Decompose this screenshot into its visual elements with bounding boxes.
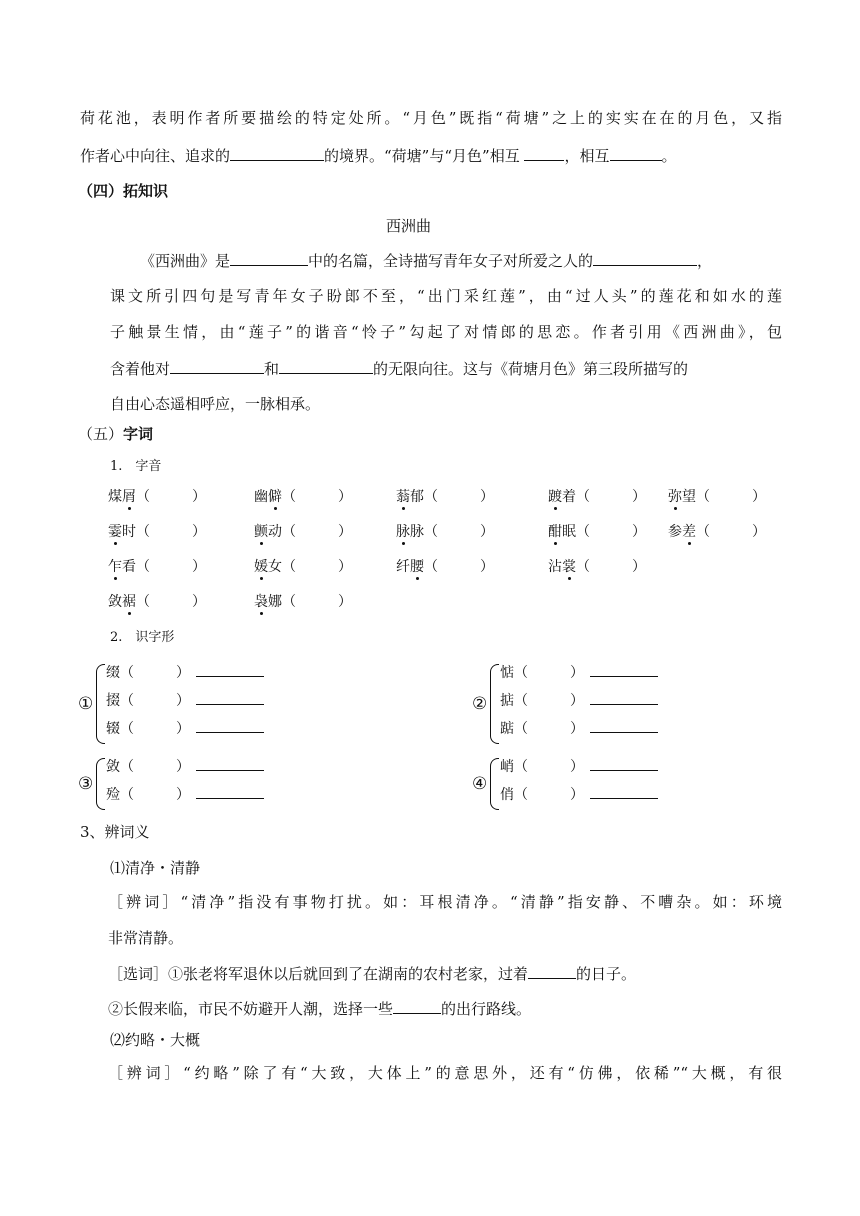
char-form-row: 惦（ ） (500, 662, 658, 683)
pinyin-item: 袅娜（ ） (254, 594, 352, 610)
emphasized-char: 僻 (268, 489, 282, 505)
pinyin-answer-blank[interactable]: （ ） (282, 559, 352, 575)
blank[interactable] (279, 358, 373, 374)
blank[interactable] (170, 358, 264, 374)
char-form-row: 敛（ ） (106, 756, 264, 777)
emphasized-char: 裳 (562, 559, 576, 575)
pinyin-item: 蓊郁（ ） (396, 489, 494, 505)
pinyin-answer-blank[interactable]: （ ） (282, 524, 352, 540)
word-answer-blank[interactable] (590, 784, 658, 799)
blank[interactable] (230, 250, 308, 266)
emphasized-char: 差 (682, 524, 696, 540)
pinyin-item: 乍看（ ） (108, 559, 206, 575)
group-number: ② (472, 694, 488, 714)
pinyin-item: 酣眠（ ） (548, 524, 646, 540)
word-answer-blank[interactable] (590, 718, 658, 733)
pinyin-item: 幽僻（ ） (254, 489, 352, 505)
pinyin-answer-blank[interactable]: （ ） (424, 489, 494, 505)
emphasized-char: 腰 (410, 559, 424, 575)
char-form-row: 殓（ ） (106, 784, 264, 805)
poem-title: 西洲曲 (386, 217, 432, 235)
blank[interactable] (230, 145, 324, 161)
pinyin-item: 弥望（ ） (668, 489, 766, 505)
blank[interactable] (524, 145, 564, 161)
pinyin-answer-blank[interactable]: （ ） (120, 759, 190, 775)
word-answer-blank[interactable] (196, 690, 264, 705)
group-number: ④ (472, 774, 488, 794)
word-answer-blank[interactable] (196, 718, 264, 733)
pinyin-item: 脉脉（ ） (396, 524, 494, 540)
emphasized-char: 乍 (108, 559, 122, 575)
pinyin-answer-blank[interactable]: （ ） (136, 489, 206, 505)
emphasized-char: 蓊 (396, 489, 410, 505)
pinyin-answer-blank[interactable]: （ ） (136, 524, 206, 540)
pinyin-answer-blank[interactable]: （ ） (120, 721, 190, 737)
pinyin-answer-blank[interactable]: （ ） (696, 524, 766, 540)
word-answer-blank[interactable] (590, 756, 658, 771)
emphasized-char: 媛 (254, 559, 268, 575)
choose-1: ［选词］①张老将军退休以后就回到了在湖南的农村老家，过着 的日子。 (108, 965, 637, 983)
section-3-heading: 3、辨词义 (80, 823, 150, 841)
choose-2: ②长假来临，市民不妨避开人潮，选择一些 的出行路线。 (108, 1000, 532, 1018)
pinyin-answer-blank[interactable]: （ ） (424, 524, 494, 540)
pinyin-item: 煤屑（ ） (108, 489, 206, 505)
pinyin-answer-blank[interactable]: （ ） (136, 559, 206, 575)
pinyin-item: 媛女（ ） (254, 559, 352, 575)
explain-1: ［辨词］“清净”指没有事物打扰。如：耳根清净。“清静”指安静、不嘈杂。如：环境 (108, 893, 782, 911)
word-pair-2: ⑵约略・大概 (110, 1031, 201, 1049)
group-brace (490, 664, 499, 744)
emphasized-char: 霎 (108, 524, 122, 540)
emphasized-char: 踱 (548, 489, 562, 505)
group-brace (96, 758, 105, 810)
pinyin-answer-blank[interactable]: （ ） (514, 787, 584, 803)
intro-line-1: 荷花池，表明作者所要描绘的特定处所。“月色”既指“荷塘”之上的实实在在的月色，又指 (80, 109, 782, 127)
char-form-row: 峭（ ） (500, 756, 658, 777)
pinyin-answer-blank[interactable]: （ ） (514, 693, 584, 709)
pinyin-answer-blank[interactable]: （ ） (576, 524, 646, 540)
emphasized-char: 脉 (396, 524, 410, 540)
emphasized-char: 颤 (254, 524, 268, 540)
pinyin-answer-blank[interactable]: （ ） (282, 594, 352, 610)
pinyin-answer-blank[interactable]: （ ） (514, 665, 584, 681)
blank[interactable] (528, 963, 576, 979)
char-form-row: 踮（ ） (500, 718, 658, 739)
section-4-line-2: 课文所引四句是写青年女子盼郎不至，“出门采红莲”，由“过人头”的莲花和如水的莲 (110, 287, 782, 305)
section-4-line-3: 子触景生情，由“莲子”的谐音“怜子”勾起了对情郎的思恋。作者引用《西洲曲》，包 (110, 323, 782, 341)
group-brace (490, 758, 499, 810)
char-form-row: 辍（ ） (106, 718, 264, 739)
char-form-row: 掇（ ） (106, 690, 264, 711)
word-answer-blank[interactable] (196, 784, 264, 799)
blank[interactable] (393, 998, 441, 1014)
section-4-line-1: 《西洲曲》是 中的名篇，全诗描写青年女子对所爱之人的 ， (140, 252, 713, 270)
char-form-row: 俏（ ） (500, 784, 658, 805)
word-pair-1: ⑴清净・清静 (110, 859, 201, 877)
pinyin-answer-blank[interactable]: （ ） (424, 559, 494, 575)
pinyin-answer-blank[interactable]: （ ） (120, 787, 190, 803)
explain-1-cont: 非常清静。 (108, 929, 184, 947)
pinyin-item: 踱着（ ） (548, 489, 646, 505)
pinyin-answer-blank[interactable]: （ ） (120, 665, 190, 681)
word-answer-blank[interactable] (196, 756, 264, 771)
pinyin-answer-blank[interactable]: （ ） (696, 489, 766, 505)
char-form-row: 缀（ ） (106, 662, 264, 683)
emphasized-char: 袅 (254, 594, 268, 610)
emphasized-char: 裾 (122, 594, 136, 610)
section-4-line-4: 含着他对 和 的无限向往。这与《荷塘月色》第三段所描写的 (110, 360, 689, 378)
pinyin-answer-blank[interactable]: （ ） (514, 721, 584, 737)
pinyin-item: 霎时（ ） (108, 524, 206, 540)
pinyin-answer-blank[interactable]: （ ） (120, 693, 190, 709)
word-answer-blank[interactable] (590, 662, 658, 677)
emphasized-char: 弥 (668, 489, 682, 505)
section-5-heading: （五）字词 (78, 425, 154, 443)
group-brace (96, 664, 105, 744)
group-number: ③ (78, 774, 94, 794)
pinyin-item: 参差（ ） (668, 524, 766, 540)
word-answer-blank[interactable] (196, 662, 264, 677)
blank[interactable] (593, 250, 697, 266)
word-answer-blank[interactable] (590, 690, 658, 705)
emphasized-char: 屑 (122, 489, 136, 505)
emphasized-char: 酣 (548, 524, 562, 540)
pinyin-item: 颤动（ ） (254, 524, 352, 540)
intro-line-2: 作者心中向往、追求的 的境界。“荷塘”与“月色”相互 ，相互 。 (80, 147, 677, 165)
section-4-line-5: 自由心态遥相呼应，一脉相承。 (110, 395, 321, 413)
section-4-heading: （四）拓知识 (78, 182, 169, 200)
pinyin-item: 沾裳（ ） (548, 559, 646, 575)
pinyin-answer-blank[interactable]: （ ） (576, 489, 646, 505)
pinyin-answer-blank[interactable]: （ ） (136, 594, 206, 610)
char-form-row: 掂（ ） (500, 690, 658, 711)
pinyin-answer-blank[interactable]: （ ） (514, 759, 584, 775)
pinyin-subheading: 1. 字音 (110, 459, 162, 474)
explain-2: ［辨词］“约略”除了有“大致，大体上”的意思外，还有“仿佛，依稀”“大概，有很 (108, 1064, 782, 1082)
pinyin-answer-blank[interactable]: （ ） (282, 489, 352, 505)
pinyin-answer-blank[interactable]: （ ） (576, 559, 646, 575)
blank[interactable] (610, 145, 662, 161)
char-form-subheading: 2. 识字形 (110, 630, 175, 645)
pinyin-item: 纤腰（ ） (396, 559, 494, 575)
pinyin-item: 敛裾（ ） (108, 594, 206, 610)
group-number: ① (78, 694, 94, 714)
